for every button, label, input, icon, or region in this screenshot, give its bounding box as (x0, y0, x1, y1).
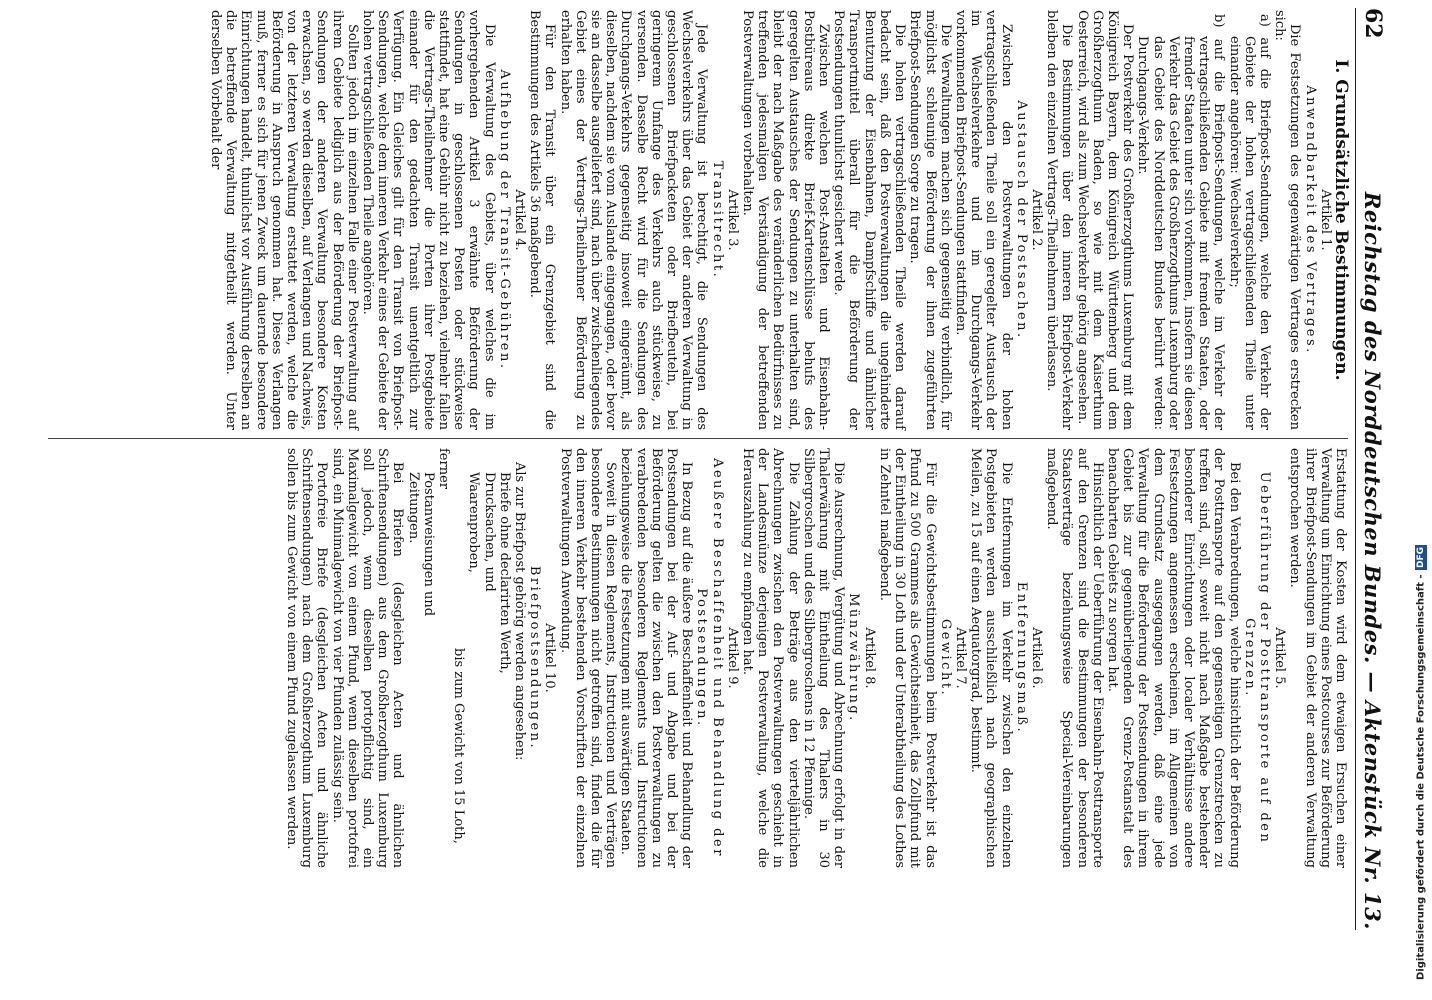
article-7-subheading: Gewicht. (937, 618, 953, 698)
dfg-logo: DFG (1416, 547, 1426, 569)
paragraph: Für die Gewichtsbestimmungen beim Postverkehr ist das Pfund zu 500 Grammes als Gewichtseinheit, das Zollpfund mit der Eintheilung in 30 Loth und der Unterabtheilung des Lothes in Zehntel maßgebend. (876, 448, 938, 868)
weight-limit-note: bis zum Gewicht von 15 Loth, (451, 648, 467, 844)
article-2-heading: Artikel 2. (1028, 189, 1044, 251)
paragraph: Der Postverkehr des Großherzogthums Luxemburg mit dem Königreich Bayern, dem Königreich Württemberg und dem Großherzogthum Baden, so wie mit dem Kaiserthum Oesterreich, wird als zum Wechselverkehr gehörig angesehen. (1074, 10, 1136, 430)
paragraph: Die Zahlung der Beträge aus den vierteljährlichen Abrechnungen zwischen den Postverwaltungen geschieht in der Landesmünze derjenigen Postverwaltung, welche die Herauszahlung zu empfangen hat. (740, 448, 801, 868)
article-8-subheading: Münzwährung. (846, 593, 862, 723)
article-4-heading: Artikel 4. (512, 189, 528, 251)
paragraph: Zwischen den Postverwaltungen der hohen vertragschließenden Theile soll ein geregelter Austausch der im Wechselverkehre und im Durchgangs-Verkehr vorkommenden Briefpost-Sendungen stattfinden. (952, 10, 1014, 430)
paragraph: Soweit in diesen Reglements, Instructionen und Verträgen besondere Bestimmungen nicht getroffen sind, finden die für den inneren Verkehr bestehenden Vorschriften der einzelnen Postverwaltungen Anwendung. (557, 448, 619, 868)
paragraph: Die Ausrechnung, Vergütung und Abrechnung erfolgt in der Thalerwährung mit Eintheilung des Thalers in 30 Silbergroschen und des Silbergroschens in 12 Pfennige. (800, 448, 847, 868)
page-header (1355, 8, 1390, 930)
paragraph: Bei den Verabredungen, welche hinsichtlich der Beförderung der Posttransporte auf den gegenseitigen Grenzstrecken zu treffen sind, soll, soweit nicht nach Maßgabe bestehender besonderer Einrichtungen oder localer Verhältnisse andere Festsetzungen angemessen erscheinen, im Allgemeinen von dem Grundsatz ausgegangen werden, daß eine jede Verwaltung für die Beförderung der Postsendungen in ihrem Gebiet bis zur gegenüberliegenden Grenz-Postanstalt des benachbarten Gebiets zu sorgen hat. (1104, 448, 1242, 868)
list-item: Zeitungen. (405, 472, 421, 544)
article-5-subheading: Ueberführung der Posttransporte auf den Grenzen. (1241, 471, 1272, 845)
left-column (48, 10, 1351, 430)
article-3-subheading: Transitrecht. (709, 160, 725, 280)
right-column (48, 448, 1348, 868)
paragraph: Die Verwaltungen machen sich gegenseitig verbindlich, für möglichst schleunige Beförderung der ihnen zugeführten Briefpost-Sendungen Sorge zu tragen. (907, 10, 953, 430)
paragraph: In Bezug auf die äußere Beschaffenheit und Behandlung der Postsendungen bei der Auf- und Abgabe und bei der Beförderung gelten die zwischen den Postverwaltungen zu verabredenden besonderen Reglements und Instructionen beziehungsweise die Festsetzungen mit auswärtigen Staaten. (618, 448, 695, 868)
list-item: Drucksachen, und (481, 472, 497, 592)
list-item: Postanweisungen und (420, 472, 436, 617)
article-1-subheading: Anwendbarkeit des Vertrages. (1302, 85, 1318, 355)
article-10-subheading: Briefpostsendungen. (527, 565, 543, 751)
credit-text: Digitalisierung gefördert durch die Deutsche Forschungsgemeinschaft - (1415, 574, 1427, 980)
paragraph: Die Verwaltung des Gebiets, über welches die im vorhergehenden Artikel 3 erwähnte Beförderung der Sendungen in geschlossenen Posten oder stückweise stattfindet, hat eine Gebühr nicht zu beziehen, vielmehr fallen die Vertrags-Theilnehmer die Porten ihrer Postgebiete einander für den gedachten Transit unentgeltlich zur Verfügung. Ein Gleiches gilt für den Transit von Briefpost-Sendungen, welche dem inneren Verkehr eines der Gebiete der hohen vertragschließenden Theile angehören. (360, 10, 497, 430)
paragraph: Bei Briefen (desgleichen Acten und ähnlichen Schriftensendungen) aus dem Großherzogthum Luxemburg soll jedoch, wenn dieselben portopflichtig sind, ein Maximalgewicht von einem Pfund, wenn dieselben portofrei sind, ein Minimalgewicht von vier Pfunden zulässig sein. (329, 448, 406, 868)
paragraph: Hinsichtlich der Ueberführung der Eisenbahn-Posttransporte auf den Grenzen sind die Bestimmungen der besonderen Staatsverträge beziehungsweise Special-Vereinbarungen maßgebend. (1044, 448, 1105, 868)
running-title: Reichstag des Norddeutschen Bundes. — Aktenstück Nr. 13. (1360, 191, 1386, 930)
article-5-heading: Artikel 5. (1272, 627, 1288, 689)
article-9-heading: Artikel 9. (724, 627, 740, 689)
list-item: a) auf die Briefpost-Sendungen, welche den Verkehr der Gebiete der hohen vertragschließenden Theile unter einander angehören: Wechselverkehr; (1226, 14, 1272, 430)
list-item: Briefe ohne declarirten Werth, (496, 472, 512, 674)
page-number: 62 (1360, 8, 1386, 39)
paragraph: Die Festsetzungen des gegenwärtigen Vertrages erstrecken sich: (1272, 10, 1303, 430)
article-4-subheading: Aufhebung der Transit-Gebühren. (496, 69, 512, 371)
section-heading: I. Grundsätzliche Bestimmungen. (1331, 59, 1351, 381)
list-item: b) auf die Briefpost-Sendungen, welche im Verkehr der vertragschließenden Gebiete mit fremden Staaten, oder fremder Staaten unter sich vorkommen, insofern sie diesen Verkehr das Gebiet des Großherzogthums Luxemburg oder das Gebiet des Norddeutschen Bundes berührt werden: Durchgangs-Verkehr. (1135, 14, 1227, 430)
digitization-credit (1410, 20, 1432, 980)
paragraph: Als zur Briefpost gehörig werden angesehen: (512, 462, 528, 761)
paragraph: Sollten jedoch im einzelnen Falle einer Postverwaltung auf ihrem Gebiete lediglich aus der Beförderung der Briefpost-Sendungen der anderen Verwaltung besondere Kosten erwachsen, so werden dieselben, auf Verlangen und Nachweis, von der letzteren Verwaltung erstattet werden, welche die Beförderung in Anspruch genommen hat. Dieses Verlangen muß, ferner es sich für jenen Zweck um dauernde besondere Einrichtungen handelt, thunlichst vor Ausführung derselben an die betreffende Verwaltung mitgetheilt werden. Unter derselben Vorbehalt der (207, 10, 360, 430)
paragraph: Für den Transit über ein Grenzgebiet sind die Bestimmungen des Artikels 36 maßgebend. (527, 10, 558, 430)
article-3-heading: Artikel 3. (724, 189, 740, 251)
list-connector: ferner (436, 448, 452, 489)
paragraph: Die Entfernungen im Verkehr zwischen den einzelnen Postgebieten werden ausschließlich nach geographischen Meilen, zu 15 auf einen Aequatorgrad, bestimmt. (968, 448, 1014, 868)
article-2-subheading: Austausch der Postsachen. (1013, 100, 1029, 340)
article-6-subheading: Entfernungsmaß. (1013, 581, 1029, 735)
article-6-heading: Artikel 6. (1028, 627, 1044, 689)
article-9-subheading: Aeußere Beschaffenheit und Behandlung der Postsendungen. (694, 458, 725, 858)
article-8-heading: Artikel 8. (861, 627, 877, 689)
list-item: Waarenproben, (466, 472, 482, 573)
paragraph: Zwischen welchen Post-Anstalten und Eisenbahn-Postbüreaus direkte Brief-Kartenschlüsse behufs des geregelten Austausches der Sendungen zu unterhalten sind, bleibt der nach Maßgabe des veränderlichen Bedürfnisses zu treffenden jedesmaligen Verständigung der betreffenden Postverwaltungen vorbehalten. (740, 10, 832, 430)
paragraph: Die hohen vertragschließenden Theile werden darauf bedacht sein, daß den Postverwaltungen die ungehinderte Benutzung der Eisenbahnen, Dampfschiffe und ähnlicher Transportmittel überall für die Beförderung der Postsendungen thunlichst gesichert werde. (831, 10, 908, 430)
paragraph: Portofreie Briefe (desgleichen Acten und ähnliche Schriftensendungen) nach dem Großherzogthum Luxemburg sollen bis zum Gewicht von einem Pfund zugelassen werden. (283, 448, 330, 868)
paragraph: Erstattung der Kosten wird dem etwaigen Ersuchen einer Verwaltung um Einrichtung eines Postcourses zur Beförderung ihrer Briefpost-Sendungen im Gebiet der anderen Verwaltung entsprochen werden. (1287, 448, 1348, 868)
column-divider (48, 438, 1348, 439)
article-1-heading: Artikel 1. (1317, 189, 1333, 251)
paragraph: Jede Verwaltung ist berechtigt, die Sendungen des Wechselverkehrs über das Gebiet der anderen Verwaltung in geschlossenen Briefpacketen oder Briefbeuteln, bei geringerem Umfange des Verkehrs auch stückweise, zu versenden. Dasselbe Recht wird für die Sendungen des Durchgangs-Verkehrs gegenseitig insoweit eingeräumt, als dieselben, nachdem sie vom Auslande eingegangen, oder bevor sie an dasselbe ausgeliefert sind, nach über zwischenliegendes Gebiet eines der Vertrags-Theilnehmer Beförderung zu erhalten haben. (557, 10, 710, 430)
article-10-heading: Artikel 10. (542, 623, 558, 693)
article-7-heading: Artikel 7. (952, 627, 968, 689)
paragraph: Die Bestimmungen über den inneren Briefpost-Verkehr bleiben den einzelnen Vertrags-Theilnehmern überlassen. (1044, 10, 1075, 430)
